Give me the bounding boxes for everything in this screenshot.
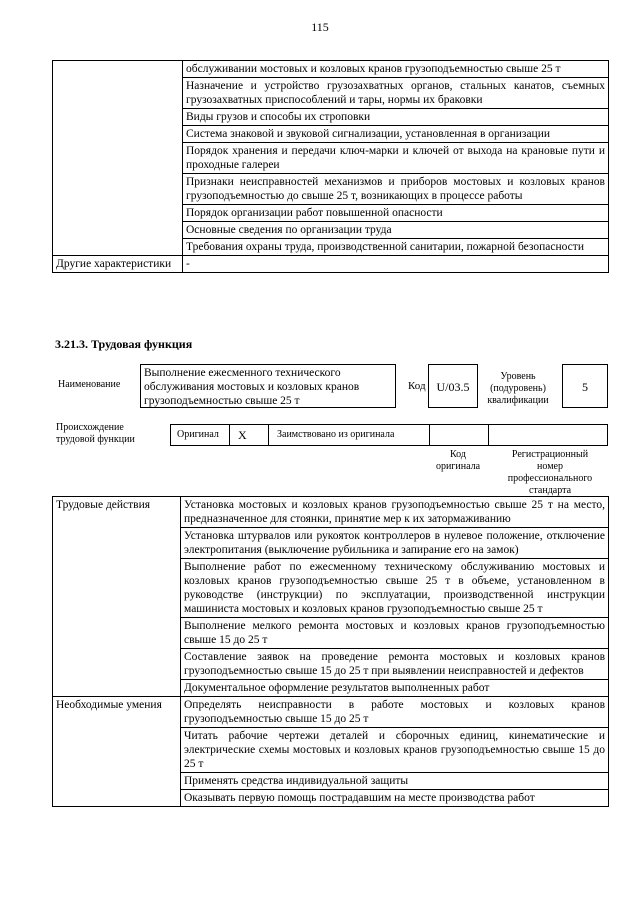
knowledge-item: Порядок хранения и передачи ключ-марки и ключей от выхода на крановые пути и проходные галереи	[183, 143, 609, 174]
knowledge-item: Система знаковой и звуковой сигнализации, установленная в организации	[183, 126, 609, 143]
knowledge-item: Виды грузов и способы их строповки	[183, 109, 609, 126]
empty-label-cell	[53, 61, 183, 256]
borrowed-cell: Заимствовано из оригинала	[268, 424, 430, 446]
code-value: U/03.5	[428, 364, 478, 408]
original-code-cell	[429, 424, 489, 446]
section-title: 3.21.3. Трудовая функция	[55, 337, 193, 351]
action-item: Выполнение мелкого ремонта мостовых и козловых кранов грузоподъемностью свыше 15 до 25 т	[181, 618, 609, 649]
code-label: Код	[408, 380, 426, 392]
knowledge-item: Признаки неисправностей механизмов и приборов мостовых и козловых кранов грузоподъемностью до свыше 25 т, возникающих в процессе работы	[183, 174, 609, 205]
origin-label: Происхождение трудовой функции	[56, 422, 135, 445]
action-item: Установка штурвалов или рукояток контроллеров в нулевое положение, отключение электропитания (выключение рубильника и запирание его на замок)	[181, 528, 609, 559]
page-number: 115	[311, 20, 329, 34]
knowledge-item: Назначение и устройство грузозахватных органов, стальных канатов, съемных грузозахватных приспособлений и тары, нормы их браковки	[183, 78, 609, 109]
original-cell: Оригинал	[170, 424, 230, 446]
function-name: Выполнение ежесменного технического обслуживания мостовых и козловых кранов грузоподъемностью свыше 25 т	[140, 364, 396, 408]
skill-item: Оказывать первую помощь пострадавшим на месте производства работ	[181, 790, 609, 807]
knowledge-item: Порядок организации работ повышенной опасности	[183, 205, 609, 222]
knowledge-item: Основные сведения по организации труда	[183, 222, 609, 239]
other-characteristics-label: Другие характеристики	[53, 256, 183, 273]
action-item: Выполнение работ по ежесменному техническому обслуживанию мостовых и козловых кранов грузоподъемностью свыше 25 т в объеме, установленном в руководстве (инструкции) по эксплуатации, производственной инструкции машиниста мостовых и козловых кранов грузоподъемностью свыше 25 т	[181, 559, 609, 618]
level-value: 5	[562, 364, 608, 408]
knowledge-table	[52, 60, 609, 273]
knowledge-item: Требования охраны труда, производственной санитарии, пожарной безопасности	[183, 239, 609, 256]
original-mark: X	[229, 424, 269, 446]
reg-number-cell	[488, 424, 608, 446]
skills-label: Необходимые умения	[53, 697, 181, 807]
other-characteristics-value: -	[183, 256, 609, 273]
reg-number-caption: Регистрационный номер профессионального стандарта	[507, 449, 593, 496]
action-item: Установка мостовых и козловых кранов грузоподъемностью свыше 25 т на место, предназначенное для стоянки, принятие мер к их затормаживанию	[181, 497, 609, 528]
level-label: Уровень (подуровень) квалификации	[487, 371, 549, 406]
labor-function-table	[52, 496, 609, 807]
skill-item: Применять средства индивидуальной защиты	[181, 773, 609, 790]
action-item: Составление заявок на проведение ремонта мостовых и козловых кранов грузоподъемностью свыше 15 до 25 т при выявлении неисправностей и дефектов	[181, 649, 609, 680]
knowledge-item: обслуживании мостовых и козловых кранов грузоподъемностью свыше 25 т	[183, 61, 609, 78]
name-label: Наименование	[58, 379, 121, 390]
skill-item: Определять неисправности в работе мостовых и козловых кранов грузоподъемностью свыше 15 до 25 т	[181, 697, 609, 728]
code-original-caption: Код оригинала	[435, 449, 481, 472]
actions-label: Трудовые действия	[53, 497, 181, 697]
action-item: Документальное оформление результатов выполненных работ	[181, 680, 609, 697]
skill-item: Читать рабочие чертежи деталей и сборочных единиц, кинематические и электрические схемы мостовых и козловых кранов грузоподъемностью свыше 15 до 25 т	[181, 728, 609, 773]
